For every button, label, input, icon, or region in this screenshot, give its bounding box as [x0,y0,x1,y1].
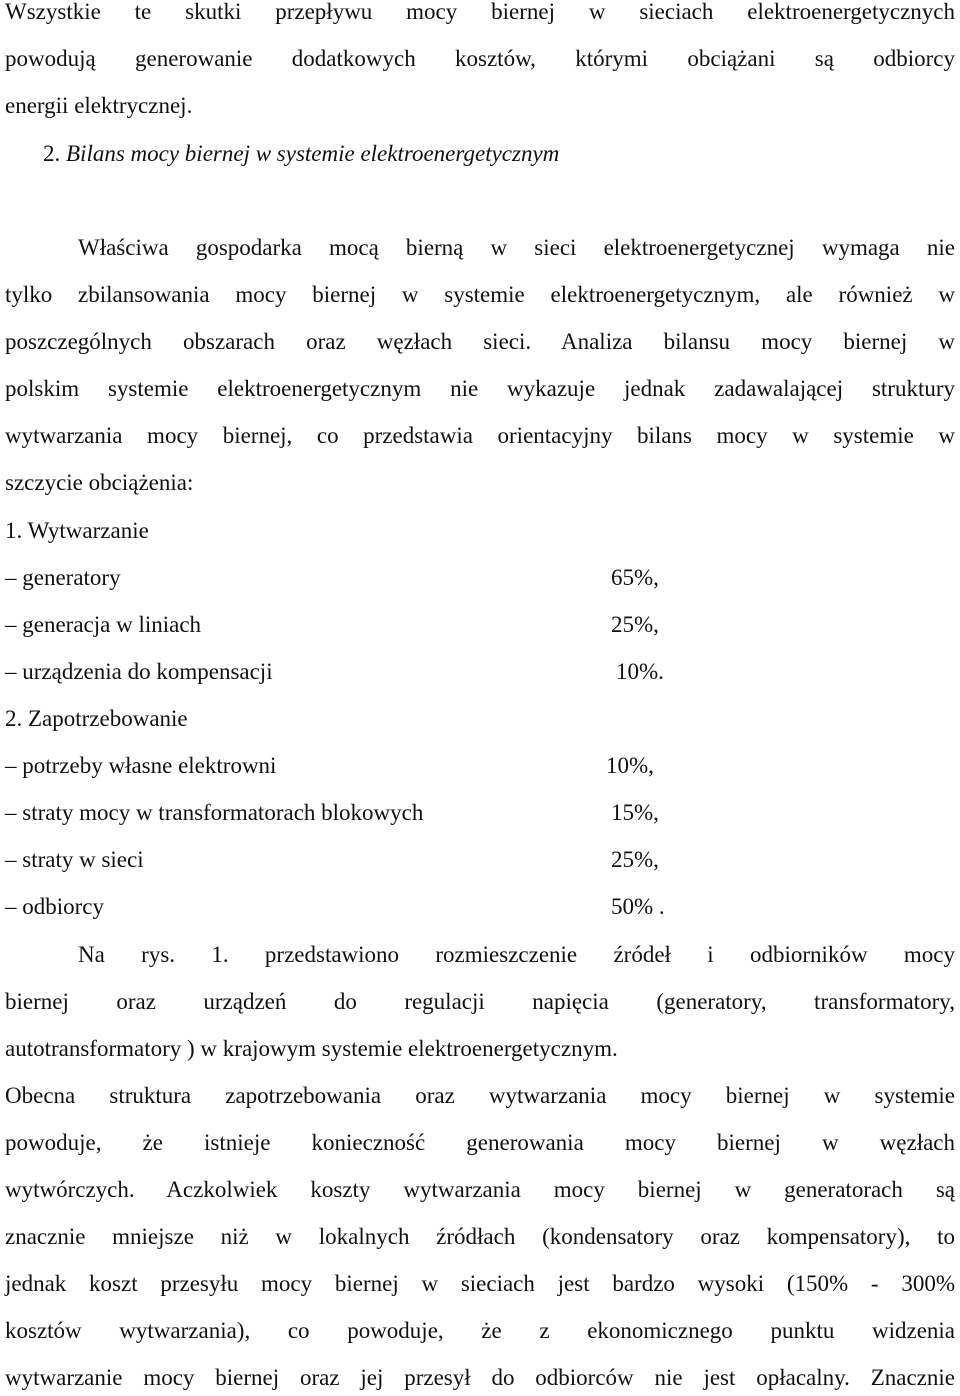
text-line: jednak koszt przesyłu mocy biernej w sieciach jest bardzo wysoki (150% - 300% [5,1271,955,1296]
list-item-value: 10%. [616,659,664,684]
text-line: Obecna struktura zapotrzebowania oraz wytwarzania mocy biernej w systemie [5,1083,955,1108]
text-line: biernej oraz urządzeń do regulacji napięcia (generatory, transformatory, [5,989,955,1014]
text-line: wytwarzania mocy biernej, co przedstawia orientacyjny bilans mocy w systemie w [5,423,955,448]
text-line: wytwórczych. Aczkolwiek koszty wytwarzania mocy biernej w generatorach są [5,1177,955,1202]
list-item-label: – generatory [5,565,121,590]
list-item-label: – straty mocy w transformatorach blokowych [5,800,424,825]
section-number: 2. [43,141,61,166]
list-item-label: – urządzenia do kompensacji [5,659,273,684]
text-line: energii elektrycznej. [5,93,193,118]
text-line: Właściwa gospodarka mocą bierną w sieci elektroenergetycznej wymaga nie [78,235,955,260]
text-line: tylko zbilansowania mocy biernej w systemie elektroenergetycznym, ale również w [5,282,955,307]
text-line: powodują generowanie dodatkowych kosztów, którymi obciążani są odbiorcy [5,46,955,71]
list-item-label: – straty w sieci [5,847,144,872]
section-title: Bilans mocy biernej w systemie elektroenergetycznym [66,141,560,166]
text-line: Wszystkie te skutki przepływu mocy biernej w sieciach elektroenergetycznych [5,0,955,24]
text-line: poszczególnych obszarach oraz węzłach sieci. Analiza bilansu mocy biernej w [5,329,955,354]
section-heading [43,139,955,169]
text-line: autotransformatory ) w krajowym systemie elektroenergetycznym. [5,1036,618,1061]
list-item-value: 25%, [611,612,659,637]
text-line: wytwarzanie mocy biernej oraz jej przesył do odbiorców nie jest opłacalny. Znacznie [5,1365,955,1390]
list-item-label: – odbiorcy [5,894,105,919]
list-item-value: 65%, [611,565,659,590]
list-item-label: – generacja w liniach [5,612,202,637]
list-item-value: 50% . [611,894,665,919]
text-line: kosztów wytwarzania), co powoduje, że z ekonomicznego punktu widzenia [5,1318,955,1343]
list-item-value: 25%, [611,847,659,872]
list-heading-demand: 2. Zapotrzebowanie [5,706,188,731]
text-line: Na rys. 1. przedstawiono rozmieszczenie źródeł i odbiorników mocy [78,942,955,967]
text-line: znacznie mniejsze niż w lokalnych źródłach (kondensatory oraz kompensatory), to [5,1224,955,1249]
list-item-label: – potrzeby własne elektrowni [5,753,277,778]
text-line: szczycie obciążenia: [5,470,194,495]
list-item-value: 15%, [611,800,659,825]
list-heading-generation: 1. Wytwarzanie [5,518,149,543]
text-line: polskim systemie elektroenergetycznym nie wykazuje jednak zadawalającej struktury [5,376,955,401]
text-line: powoduje, że istnieje konieczność generowania mocy biernej w węzłach [5,1130,955,1155]
list-item-value: 10%, [606,753,654,778]
